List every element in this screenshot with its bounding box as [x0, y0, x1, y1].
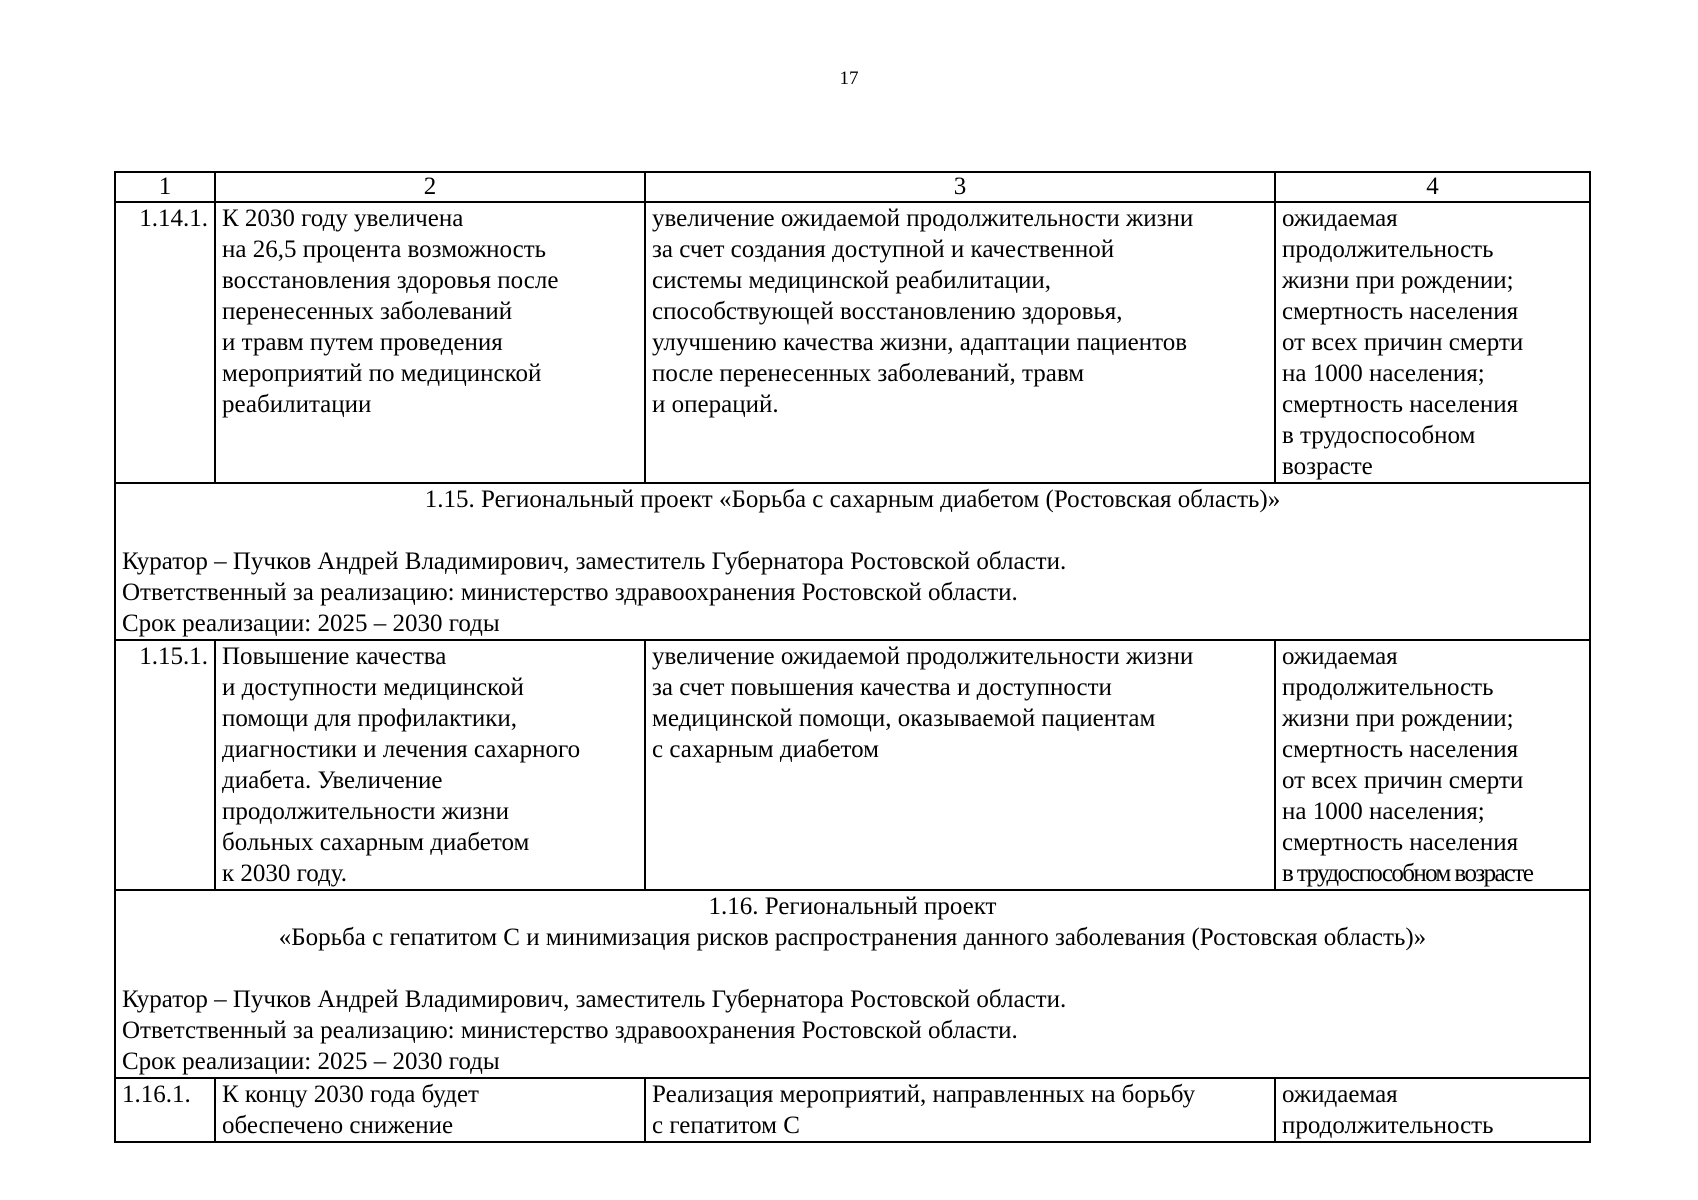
section-curator: Куратор – Пучков Андрей Владимирович, заместитель Губернатора Ростовской области.	[122, 986, 1067, 1013]
column-number-1: 1	[115, 172, 215, 202]
task-cell: К концу 2030 года будет обеспечено снижение	[215, 1078, 645, 1142]
column-number-2: 2	[215, 172, 645, 202]
row-number: 1.16.1.	[115, 1078, 215, 1142]
table-row-1-15-1	[115, 640, 1590, 890]
section-term: Срок реализации: 2025 – 2030 годы	[122, 610, 500, 637]
column-number-3: 3	[645, 172, 1275, 202]
column-number-row	[115, 172, 1590, 202]
section-title-line-2: «Борьба с гепатитом С и минимизация рисков распространения данного заболевания (Ростовская область)»	[278, 924, 1427, 951]
indicator-text-condensed: в трудоспособном возрасте	[1282, 860, 1533, 887]
page-number: 17	[839, 68, 859, 89]
effect-cell: увеличение ожидаемой продолжительности жизни за счет создания доступной и качественной системы медицинской реабилитации, способствующей восстановлению здоровья, улучшению качества жизни, адаптации пациентов после перенесенных заболеваний, травм и операций.	[645, 202, 1275, 483]
column-number-4: 4	[1275, 172, 1590, 202]
indicator-cell	[1275, 640, 1590, 890]
row-number: 1.14.1.	[115, 202, 215, 483]
section-row-1-16	[115, 890, 1590, 1078]
task-cell: К 2030 году увеличена на 26,5 процента возможность восстановления здоровья после перенесенных заболеваний и травм путем проведения мероприятий по медицинской реабилитации	[215, 202, 645, 483]
section-responsible: Ответственный за реализацию: министерство здравоохранения Ростовской области.	[122, 1017, 1018, 1044]
task-cell: Повышение качества и доступности медицинской помощи для профилактики, диагностики и лечения сахарного диабета. Увеличение продолжительности жизни больных сахарным диабетом к 2030 году.	[215, 640, 645, 890]
section-responsible: Ответственный за реализацию: министерство здравоохранения Ростовской области.	[122, 579, 1018, 606]
section-curator: Куратор – Пучков Андрей Владимирович, заместитель Губернатора Ростовской области.	[122, 548, 1067, 575]
effect-cell: увеличение ожидаемой продолжительности жизни за счет повышения качества и доступности медицинской помощи, оказываемой пациентам с сахарным диабетом	[645, 640, 1275, 890]
indicator-cell: ожидаемая продолжительность жизни при рождении; смертность населения от всех причин смерти на 1000 населения; смертность населения в трудоспособном возрасте	[1275, 202, 1590, 483]
section-title-line-1: 1.16. Региональный проект	[708, 893, 997, 920]
table-row-1-14-1	[115, 202, 1590, 483]
section-header-1-16	[115, 890, 1590, 1078]
section-title: 1.15. Региональный проект «Борьба с сахарным диабетом (Ростовская область)»	[424, 486, 1281, 513]
indicator-text: ожидаемая продолжительность жизни при рождении; смертность населения от всех причин смерти на 1000 населения; смертность населения	[1282, 643, 1524, 856]
section-header-1-15	[115, 483, 1590, 640]
section-row-1-15	[115, 483, 1590, 640]
table-row-1-16-1	[115, 1078, 1590, 1142]
effect-cell: Реализация мероприятий, направленных на борьбу с гепатитом С	[645, 1078, 1275, 1142]
section-term: Срок реализации: 2025 – 2030 годы	[122, 1048, 500, 1075]
indicator-cell: ожидаемая продолжительность	[1275, 1078, 1590, 1142]
row-number: 1.15.1.	[115, 640, 215, 890]
program-table	[114, 171, 1591, 1143]
